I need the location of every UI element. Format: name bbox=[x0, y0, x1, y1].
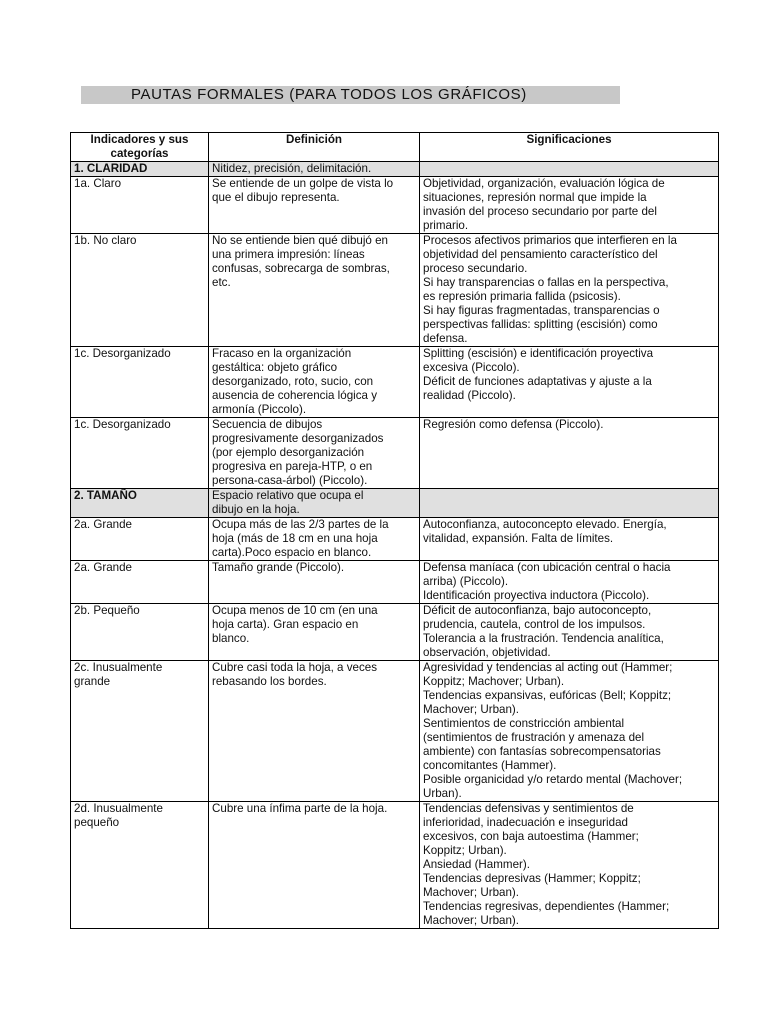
table-row bbox=[71, 418, 719, 489]
cell-category: 1c. Desorganizado bbox=[71, 418, 209, 489]
cell-meaning: Defensa maníaca (con ubicación central o hacia arriba) (Piccolo). Identificación proyectiva inductora (Piccolo). bbox=[420, 561, 719, 604]
cell-meaning: Objetividad, organización, evaluación lógica de situaciones, represión normal que impide la invasión del proceso secundario por parte del primario. bbox=[420, 177, 719, 234]
cell-category: 2c. Inusualmente grande bbox=[71, 661, 209, 802]
table-row bbox=[71, 347, 719, 418]
cell-meaning bbox=[420, 162, 719, 177]
cell-definition: No se entiende bien qué dibujó en una primera impresión: líneas confusas, sobrecarga de sombras, etc. bbox=[209, 234, 420, 347]
table-row bbox=[71, 661, 719, 802]
title-bar bbox=[81, 86, 620, 104]
cell-meaning: Splitting (escisión) e identificación proyectiva excesiva (Piccolo). Déficit de funciones adaptativas y ajuste a la realidad (Piccolo). bbox=[420, 347, 719, 418]
criteria-table bbox=[70, 132, 719, 929]
table-header-row bbox=[71, 133, 719, 162]
header-indicators: Indicadores y sus categorías bbox=[71, 133, 209, 162]
cell-meaning: Regresión como defensa (Piccolo). bbox=[420, 418, 719, 489]
cell-category: 2. TAMAÑO bbox=[71, 489, 209, 518]
table-row bbox=[71, 561, 719, 604]
table-row bbox=[71, 234, 719, 347]
table-row-section bbox=[71, 162, 719, 177]
cell-definition: Cubre una ínfima parte de la hoja. bbox=[209, 802, 420, 929]
cell-meaning: Agresividad y tendencias al acting out (Hammer; Koppitz; Machover; Urban). Tendencias expansivas, eufóricas (Bell; Koppitz; Machover; Urban). Sentimientos de constricción ambiental (sentimientos de frustración y amenaza del ambiente) con fantasías sobrecompensatorias concomitantes (Hammer). Posible organicidad y/o retardo mental (Machover; Urban). bbox=[420, 661, 719, 802]
cell-definition: Fracaso en la organización gestáltica: objeto gráfico desorganizado, roto, sucio, con ausencia de coherencia lógica y armonía (Piccolo). bbox=[209, 347, 420, 418]
cell-category: 1b. No claro bbox=[71, 234, 209, 347]
header-meanings: Significaciones bbox=[420, 133, 719, 162]
table-row bbox=[71, 518, 719, 561]
table-row-section bbox=[71, 489, 719, 518]
table-row bbox=[71, 177, 719, 234]
cell-definition: Tamaño grande (Piccolo). bbox=[209, 561, 420, 604]
cell-category: 2d. Inusualmente pequeño bbox=[71, 802, 209, 929]
cell-definition: Nitidez, precisión, delimitación. bbox=[209, 162, 420, 177]
cell-definition: Ocupa más de las 2/3 partes de la hoja (más de 18 cm en una hoja carta).Poco espacio en blanco. bbox=[209, 518, 420, 561]
cell-definition: Se entiende de un golpe de vista lo que el dibujo representa. bbox=[209, 177, 420, 234]
cell-meaning: Procesos afectivos primarios que interfieren en la objetividad del pensamiento característico del proceso secundario. Si hay transparencias o fallas en la perspectiva, es represión primaria fallida (psicosis). Si hay figuras fragmentadas, transparencias o perspectivas fallidas: splitting (escisión) como defensa. bbox=[420, 234, 719, 347]
cell-meaning: Autoconfianza, autoconcepto elevado. Energía, vitalidad, expansión. Falta de límites. bbox=[420, 518, 719, 561]
cell-category: 2a. Grande bbox=[71, 518, 209, 561]
table-row bbox=[71, 604, 719, 661]
document-title: PAUTAS FORMALES (PARA TODOS LOS GRÁFICOS) bbox=[131, 86, 527, 103]
cell-category: 1c. Desorganizado bbox=[71, 347, 209, 418]
header-definition: Definición bbox=[209, 133, 420, 162]
cell-meaning bbox=[420, 489, 719, 518]
cell-definition: Espacio relativo que ocupa el dibujo en la hoja. bbox=[209, 489, 420, 518]
table-row bbox=[71, 802, 719, 929]
cell-category: 2a. Grande bbox=[71, 561, 209, 604]
cell-meaning: Tendencias defensivas y sentimientos de inferioridad, inadecuación e inseguridad excesivos, con baja autoestima (Hammer; Koppitz; Urban). Ansiedad (Hammer). Tendencias depresivas (Hammer; Koppitz; Machover; Urban). Tendencias regresivas, dependientes (Hammer; Machover; Urban). bbox=[420, 802, 719, 929]
cell-category: 2b. Pequeño bbox=[71, 604, 209, 661]
cell-category: 1. CLARIDAD bbox=[71, 162, 209, 177]
cell-category: 1a. Claro bbox=[71, 177, 209, 234]
cell-definition: Secuencia de dibujos progresivamente desorganizados (por ejemplo desorganización progresiva en pareja-HTP, o en persona-casa-árbol) (Piccolo). bbox=[209, 418, 420, 489]
cell-definition: Cubre casi toda la hoja, a veces rebasando los bordes. bbox=[209, 661, 420, 802]
cell-definition: Ocupa menos de 10 cm (en una hoja carta). Gran espacio en blanco. bbox=[209, 604, 420, 661]
cell-meaning: Déficit de autoconfianza, bajo autoconcepto, prudencia, cautela, control de los impulsos. Tolerancia a la frustración. Tendencia analítica, observación, objetividad. bbox=[420, 604, 719, 661]
